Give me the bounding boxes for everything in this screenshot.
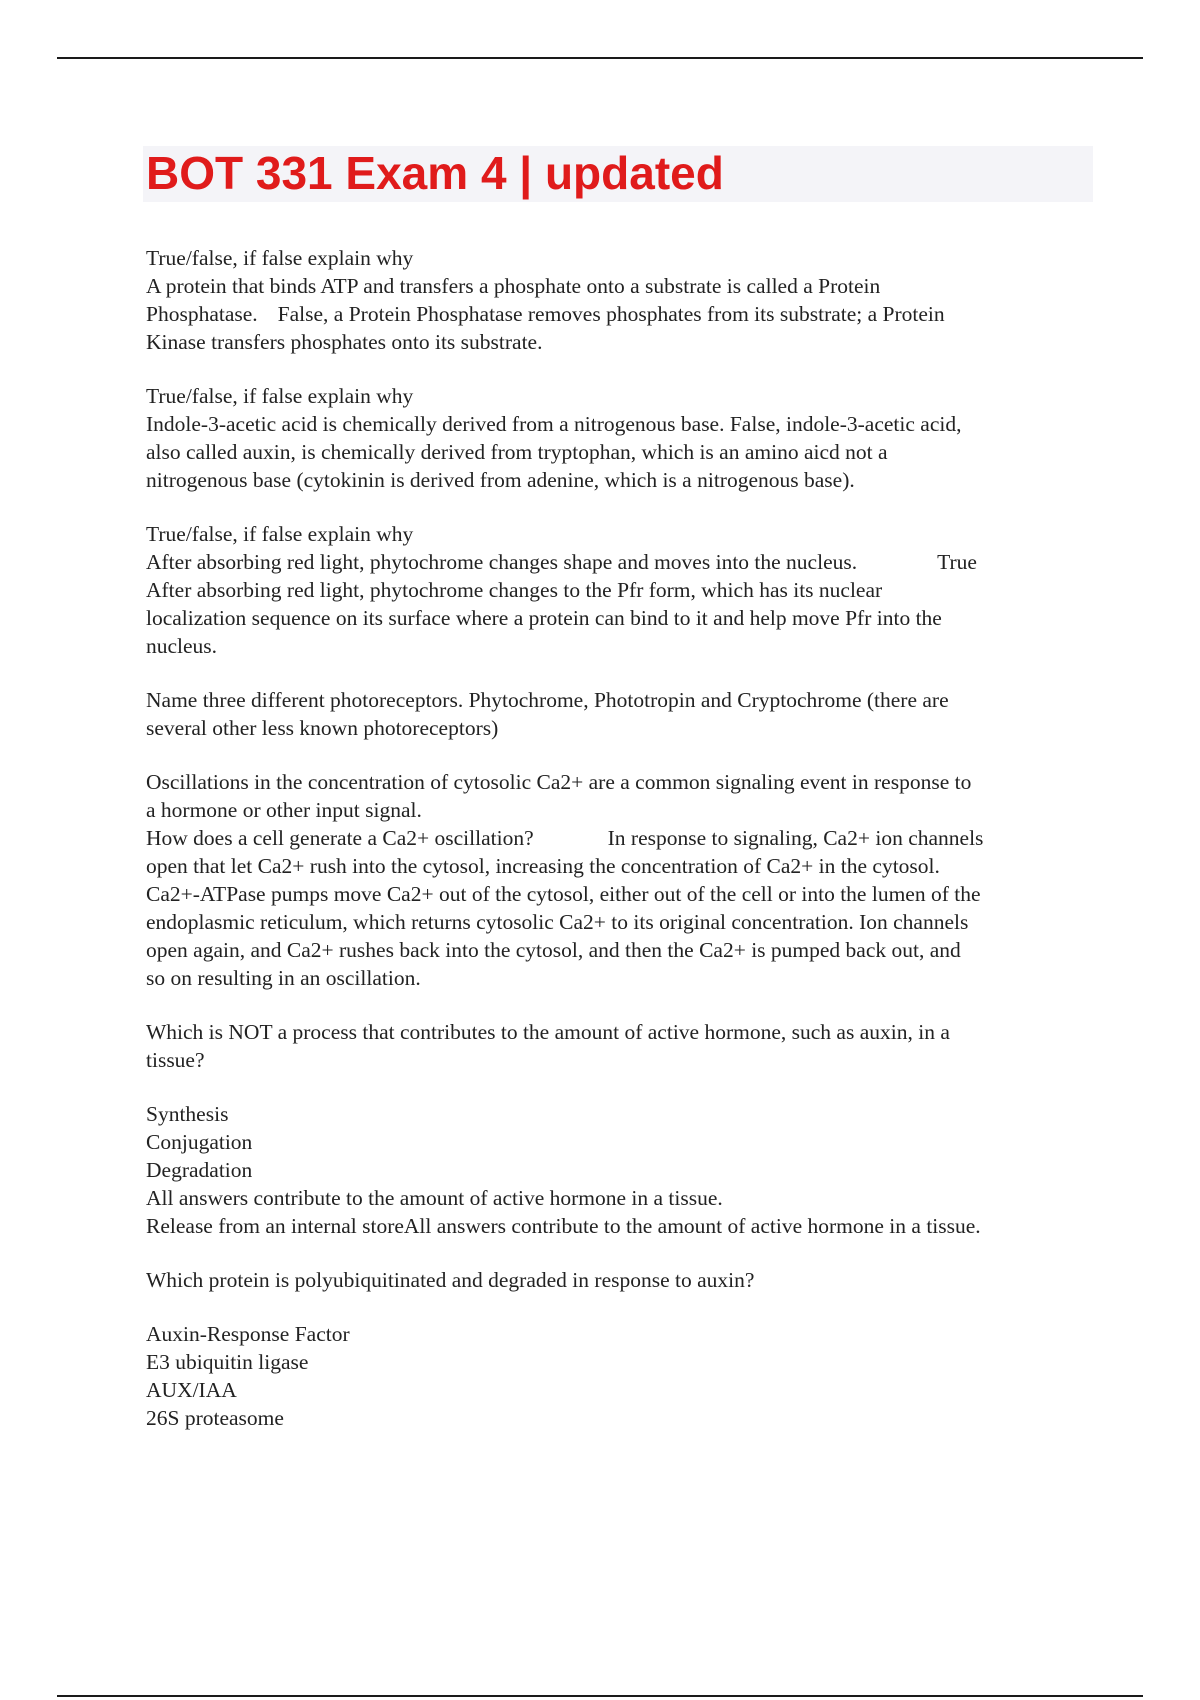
q1-answer-line <box>146 300 1091 328</box>
q3-line-3: localization sequence on its surface where a protein can bind to it and help move Pfr into the <box>146 606 942 630</box>
question-block-2 <box>146 382 1091 494</box>
q6-option: Conjugation <box>146 1130 253 1154</box>
q6-line-2: tissue? <box>146 1048 205 1072</box>
question-block-6 <box>146 1018 1091 1074</box>
q5-answer-start: In response to signaling, Ca2+ ion channels <box>607 826 984 850</box>
q2-line-3: nitrogenous base (cytokinin is derived from adenine, which is a nitrogenous base). <box>146 468 855 492</box>
q6-option: Synthesis <box>146 1102 229 1126</box>
q5-line-1: Oscillations in the concentration of cytosolic Ca2+ are a common signaling event in response to <box>146 770 972 794</box>
q3-verdict: True <box>937 550 977 574</box>
q6-line-1: Which is NOT a process that contributes to the amount of active hormone, such as auxin, in a <box>146 1020 950 1044</box>
q6-option: Release from an internal storeAll answers contribute to the amount of active hormone in a tissue. <box>146 1214 981 1238</box>
header-rule <box>57 57 1143 59</box>
q7-option: AUX/IAA <box>146 1378 237 1402</box>
q5-line-2: a hormone or other input signal. <box>146 798 422 822</box>
q3-prompt: True/false, if false explain why <box>146 522 414 546</box>
question-block-1 <box>146 244 1091 356</box>
question-block-4 <box>146 686 1091 742</box>
q7-option: 26S proteasome <box>146 1406 284 1430</box>
q1-answer-continued: Kinase transfers phosphates onto its substrate. <box>146 330 543 354</box>
question-block-7 <box>146 1266 1091 1294</box>
q3-statement: After absorbing red light, phytochrome changes shape and moves into the nucleus. <box>146 550 858 574</box>
q1-answer: False, a Protein Phosphatase removes phosphates from its substrate; a Protein <box>277 302 945 326</box>
q3-line-2: After absorbing red light, phytochrome changes to the Pfr form, which has its nuclear <box>146 578 883 602</box>
q5-question: How does a cell generate a Ca2+ oscillation? <box>146 826 534 850</box>
q1-statement-line: A protein that binds ATP and transfers a phosphate onto a substrate is called a Protein <box>146 274 881 298</box>
q5-line-7: open again, and Ca2+ rushes back into the cytosol, and then the Ca2+ is pumped back out, and <box>146 938 961 962</box>
q2-prompt: True/false, if false explain why <box>146 384 414 408</box>
question-block-5 <box>146 768 1091 992</box>
footer-rule <box>57 1695 1143 1697</box>
q6-option: Degradation <box>146 1158 253 1182</box>
question-6-options <box>146 1100 1091 1240</box>
q6-option: All answers contribute to the amount of active hormone in a tissue. <box>146 1186 723 1210</box>
q5-line-8: so on resulting in an oscillation. <box>146 966 421 990</box>
q4-line-2: several other less known photoreceptors) <box>146 716 499 740</box>
q5-line-6: endoplasmic reticulum, which returns cytosolic Ca2+ to its original concentration. Ion channels <box>146 910 969 934</box>
q5-line-4: open that let Ca2+ rush into the cytosol, increasing the concentration of Ca2+ in the cytosol. <box>146 854 940 878</box>
q3-line-4: nucleus. <box>146 634 218 658</box>
q7-option: E3 ubiquitin ligase <box>146 1350 309 1374</box>
q7-question: Which protein is polyubiquitinated and degraded in response to auxin? <box>146 1268 755 1292</box>
question-block-3 <box>146 520 1091 660</box>
q7-option: Auxin-Response Factor <box>146 1322 350 1346</box>
q2-line-1: Indole-3-acetic acid is chemically derived from a nitrogenous base. False, indole-3-acetic acid, <box>146 412 962 436</box>
document-body <box>146 244 1091 1458</box>
q3-statement-line <box>146 548 1091 576</box>
document-title: BOT 331 Exam 4 | updated <box>146 147 724 199</box>
q5-line-5: Ca2+-ATPase pumps move Ca2+ out of the cytosol, either out of the cell or into the lumen of the <box>146 882 981 906</box>
q1-statement-end: Phosphatase. <box>146 302 258 326</box>
q1-prompt: True/false, if false explain why <box>146 246 414 270</box>
q5-question-line <box>146 824 1091 852</box>
q2-line-2: also called auxin, is chemically derived from tryptophan, which is an amino aicd not a <box>146 440 888 464</box>
question-7-options <box>146 1320 1091 1432</box>
q4-line-1: Name three different photoreceptors. Phytochrome, Phototropin and Cryptochrome (there are <box>146 688 949 712</box>
